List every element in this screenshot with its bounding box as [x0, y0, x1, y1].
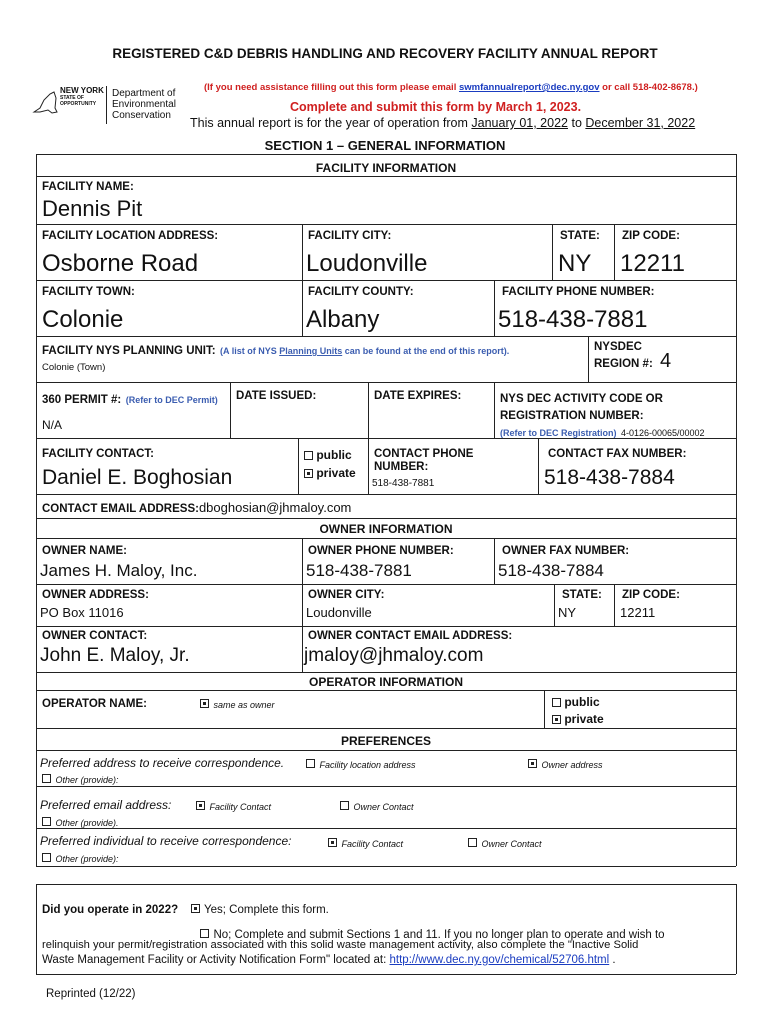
contact-public-option[interactable]: public: [304, 448, 352, 462]
facility-state-label: STATE:: [560, 230, 600, 242]
operator-name-label: OPERATOR NAME:: [42, 698, 147, 710]
facility-phone-value[interactable]: 518-438-7881: [498, 306, 648, 333]
year-to: December 31, 2022: [585, 116, 696, 130]
facility-phone-label: FACILITY PHONE NUMBER:: [502, 286, 655, 298]
assistance-note: (If you need assistance filling out this form please email swmfannualreport@dec.ny.gov or call 518-402-8678.): [204, 82, 698, 93]
pref-individual-owner-checkbox[interactable]: [468, 838, 477, 847]
form-title: REGISTERED C&D DEBRIS HANDLING AND RECOVERY FACILITY ANNUAL REPORT: [112, 46, 658, 61]
deadline-text: Complete and submit this form by March 1, 2023.: [290, 100, 582, 114]
owner-info-header: OWNER INFORMATION: [319, 522, 453, 536]
owner-state-value[interactable]: NY: [558, 605, 577, 620]
operator-info-header: OPERATOR INFORMATION: [309, 675, 463, 689]
preferences-header: PREFERENCES: [340, 734, 432, 748]
facility-zip-label: ZIP CODE:: [622, 230, 680, 242]
operate-no-line2: relinquish your permit/registration associated with this solid waste management activity, also complete the "Inactive Solid: [42, 939, 639, 951]
contact-fax-label: CONTACT FAX NUMBER:: [548, 448, 687, 460]
contact-public-checkbox[interactable]: [304, 451, 313, 460]
planning-unit-value[interactable]: Colonie (Town): [42, 362, 106, 373]
planning-unit-label: FACILITY NYS PLANNING UNIT: (A list of NYS Planning Units can be found at the end of this report).: [42, 345, 510, 357]
contact-private-checkbox[interactable]: [304, 469, 313, 478]
facility-city-label: FACILITY CITY:: [308, 230, 392, 242]
facility-info-header: FACILITY INFORMATION: [315, 161, 457, 175]
owner-contact-value[interactable]: John E. Maloy, Jr.: [40, 645, 190, 666]
facility-contact-value[interactable]: Daniel E. Boghosian: [42, 466, 233, 489]
activity-code-value[interactable]: 4-0126-00065/00002: [620, 428, 705, 438]
owner-city-value[interactable]: Loudonville: [306, 605, 372, 620]
operator-private-option[interactable]: private: [552, 712, 604, 726]
logo-sub1-text: STATE OF: [60, 95, 84, 101]
owner-zip-value[interactable]: 12211: [620, 605, 656, 620]
pref-individual-owner-option[interactable]: Owner Contact: [468, 834, 541, 852]
operate-question: Did you operate in 2022?: [42, 904, 179, 916]
operate-question-row: [42, 900, 329, 918]
contact-private-option[interactable]: private: [304, 466, 356, 480]
facility-location-label: FACILITY LOCATION ADDRESS:: [42, 230, 219, 242]
region-label-line1: NYSDEC: [594, 341, 642, 353]
new-york-state-map-icon: [30, 88, 60, 118]
logo-state-text: NEW YORK: [60, 86, 104, 95]
inactive-form-link[interactable]: http://www.dec.ny.gov/chemical/52706.html: [389, 954, 610, 966]
report-year-text: This annual report is for the year of operation from January 01, 2022 to December 31, 2022: [190, 116, 696, 130]
activity-code-label: NYS DEC ACTIVITY CODE OR REGISTRATION NUMBER: (Refer to DEC Registration) 4-0126-00065/00002: [500, 393, 705, 438]
facility-county-label: FACILITY COUNTY:: [308, 286, 414, 298]
operate-yes-checkbox[interactable]: [191, 904, 200, 913]
pref-individual-question: Preferred individual to receive correspondence:: [40, 834, 292, 848]
pref-email-question: Preferred email address:: [40, 798, 172, 812]
facility-name-value[interactable]: Dennis Pit: [42, 196, 143, 221]
permit-label: 360 PERMIT #: (Refer to DEC Permit): [42, 394, 218, 406]
owner-fax-label: OWNER FAX NUMBER:: [502, 545, 630, 557]
facility-town-value[interactable]: Colonie: [42, 306, 124, 333]
operate-no-line3: Waste Management Facility or Activity Notification Form" located at: http://www.dec.ny.gov/chemical/52706.html .: [42, 954, 616, 966]
owner-contact-label: OWNER CONTACT:: [42, 630, 148, 642]
owner-city-label: OWNER CITY:: [308, 589, 385, 601]
pref-email-owner-option[interactable]: Owner Contact: [340, 797, 413, 815]
contact-phone-label: CONTACT PHONE NUMBER:: [374, 448, 474, 473]
pref-individual-facility-checkbox[interactable]: [328, 838, 337, 847]
facility-name-label: FACILITY NAME:: [42, 181, 134, 193]
pref-email-facility-option[interactable]: Facility Contact: [196, 797, 271, 815]
operator-same-as-owner-option[interactable]: same as owner: [200, 695, 274, 713]
contact-phone-value[interactable]: 518-438-7881: [372, 478, 435, 489]
owner-phone-label: OWNER PHONE NUMBER:: [308, 545, 454, 557]
contact-email-row: [42, 499, 351, 517]
owner-name-label: OWNER NAME:: [42, 545, 127, 557]
owner-address-label: OWNER ADDRESS:: [42, 589, 149, 601]
owner-zip-label: ZIP CODE:: [622, 589, 680, 601]
owner-fax-value[interactable]: 518-438-7884: [498, 561, 604, 580]
owner-email-label: OWNER CONTACT EMAIL ADDRESS:: [308, 630, 513, 642]
pref-address-facility-option[interactable]: Facility location address: [306, 755, 416, 773]
facility-zip-value[interactable]: 12211: [620, 250, 685, 277]
pref-individual-other-option[interactable]: Other (provide):: [42, 849, 118, 867]
owner-name-value[interactable]: James H. Maloy, Inc.: [40, 561, 198, 580]
facility-county-value[interactable]: Albany: [306, 306, 380, 333]
operate-no-option[interactable]: No; Complete and submit Sections 1 and 11. If you no longer plan to operate and wish to: [200, 925, 665, 943]
region-value[interactable]: 4: [660, 350, 672, 372]
logo-sub2-text: OPPORTUNITY: [60, 101, 97, 107]
facility-town-label: FACILITY TOWN:: [42, 286, 135, 298]
operator-public-checkbox[interactable]: [552, 698, 561, 707]
contact-email-value[interactable]: dboghosian@jhmaloy.com: [198, 500, 352, 515]
pref-email-owner-checkbox[interactable]: [340, 801, 349, 810]
pref-email-other-checkbox[interactable]: [42, 817, 51, 826]
facility-location-value[interactable]: Osborne Road: [42, 250, 199, 277]
nys-dec-logo: [30, 84, 190, 126]
same-as-owner-checkbox[interactable]: [200, 699, 209, 708]
pref-address-question: Preferred address to receive correspondence.: [40, 756, 285, 770]
permit-note: (Refer to DEC Permit): [125, 395, 218, 405]
owner-email-value[interactable]: jmaloy@jhmaloy.com: [304, 645, 484, 666]
pref-individual-other-checkbox[interactable]: [42, 853, 51, 862]
pref-address-facility-checkbox[interactable]: [306, 759, 315, 768]
owner-state-label: STATE:: [562, 589, 602, 601]
logo-dept-line1: Department of: [112, 88, 176, 99]
date-expires-label: DATE EXPIRES:: [374, 390, 462, 402]
year-from: January 01, 2022: [471, 116, 568, 130]
region-label-line2: REGION #:: [594, 358, 653, 370]
pref-address-owner-option[interactable]: Owner address: [528, 755, 602, 773]
operate-yes-label: Yes; Complete this form.: [204, 904, 329, 916]
operate-no-checkbox[interactable]: [200, 929, 209, 938]
activity-code-note: (Refer to DEC Registration): [500, 428, 617, 438]
pref-address-owner-checkbox[interactable]: [528, 759, 537, 768]
operator-public-option[interactable]: public: [552, 695, 600, 709]
logo-dept-line2: Environmental: [112, 99, 176, 110]
planning-units-link[interactable]: Planning Units: [279, 346, 343, 356]
contact-email-label: CONTACT EMAIL ADDRESS:: [42, 503, 199, 515]
reprinted-footer: Reprinted (12/22): [46, 988, 136, 1000]
pref-email-other-option[interactable]: Other (provide).: [42, 813, 118, 831]
facility-city-value[interactable]: Loudonville: [306, 250, 428, 277]
pref-address-other-option[interactable]: Other (provide):: [42, 770, 118, 788]
operator-private-checkbox[interactable]: [552, 715, 561, 724]
owner-address-value[interactable]: PO Box 11016: [40, 605, 124, 620]
facility-contact-label: FACILITY CONTACT:: [42, 448, 155, 460]
facility-state-value[interactable]: NY: [558, 250, 592, 277]
pref-address-other-checkbox[interactable]: [42, 774, 51, 783]
assistance-email-link[interactable]: swmfannualreport@dec.ny.gov: [458, 82, 600, 93]
pref-email-facility-checkbox[interactable]: [196, 801, 205, 810]
pref-individual-facility-option[interactable]: Facility Contact: [328, 834, 403, 852]
section1-title: SECTION 1 – GENERAL INFORMATION: [264, 138, 506, 153]
logo-dept-line3: Conservation: [112, 110, 171, 121]
contact-fax-value[interactable]: 518-438-7884: [544, 466, 675, 489]
owner-phone-value[interactable]: 518-438-7881: [306, 561, 412, 580]
date-issued-label: DATE ISSUED:: [236, 390, 317, 402]
permit-value[interactable]: N/A: [42, 418, 63, 432]
